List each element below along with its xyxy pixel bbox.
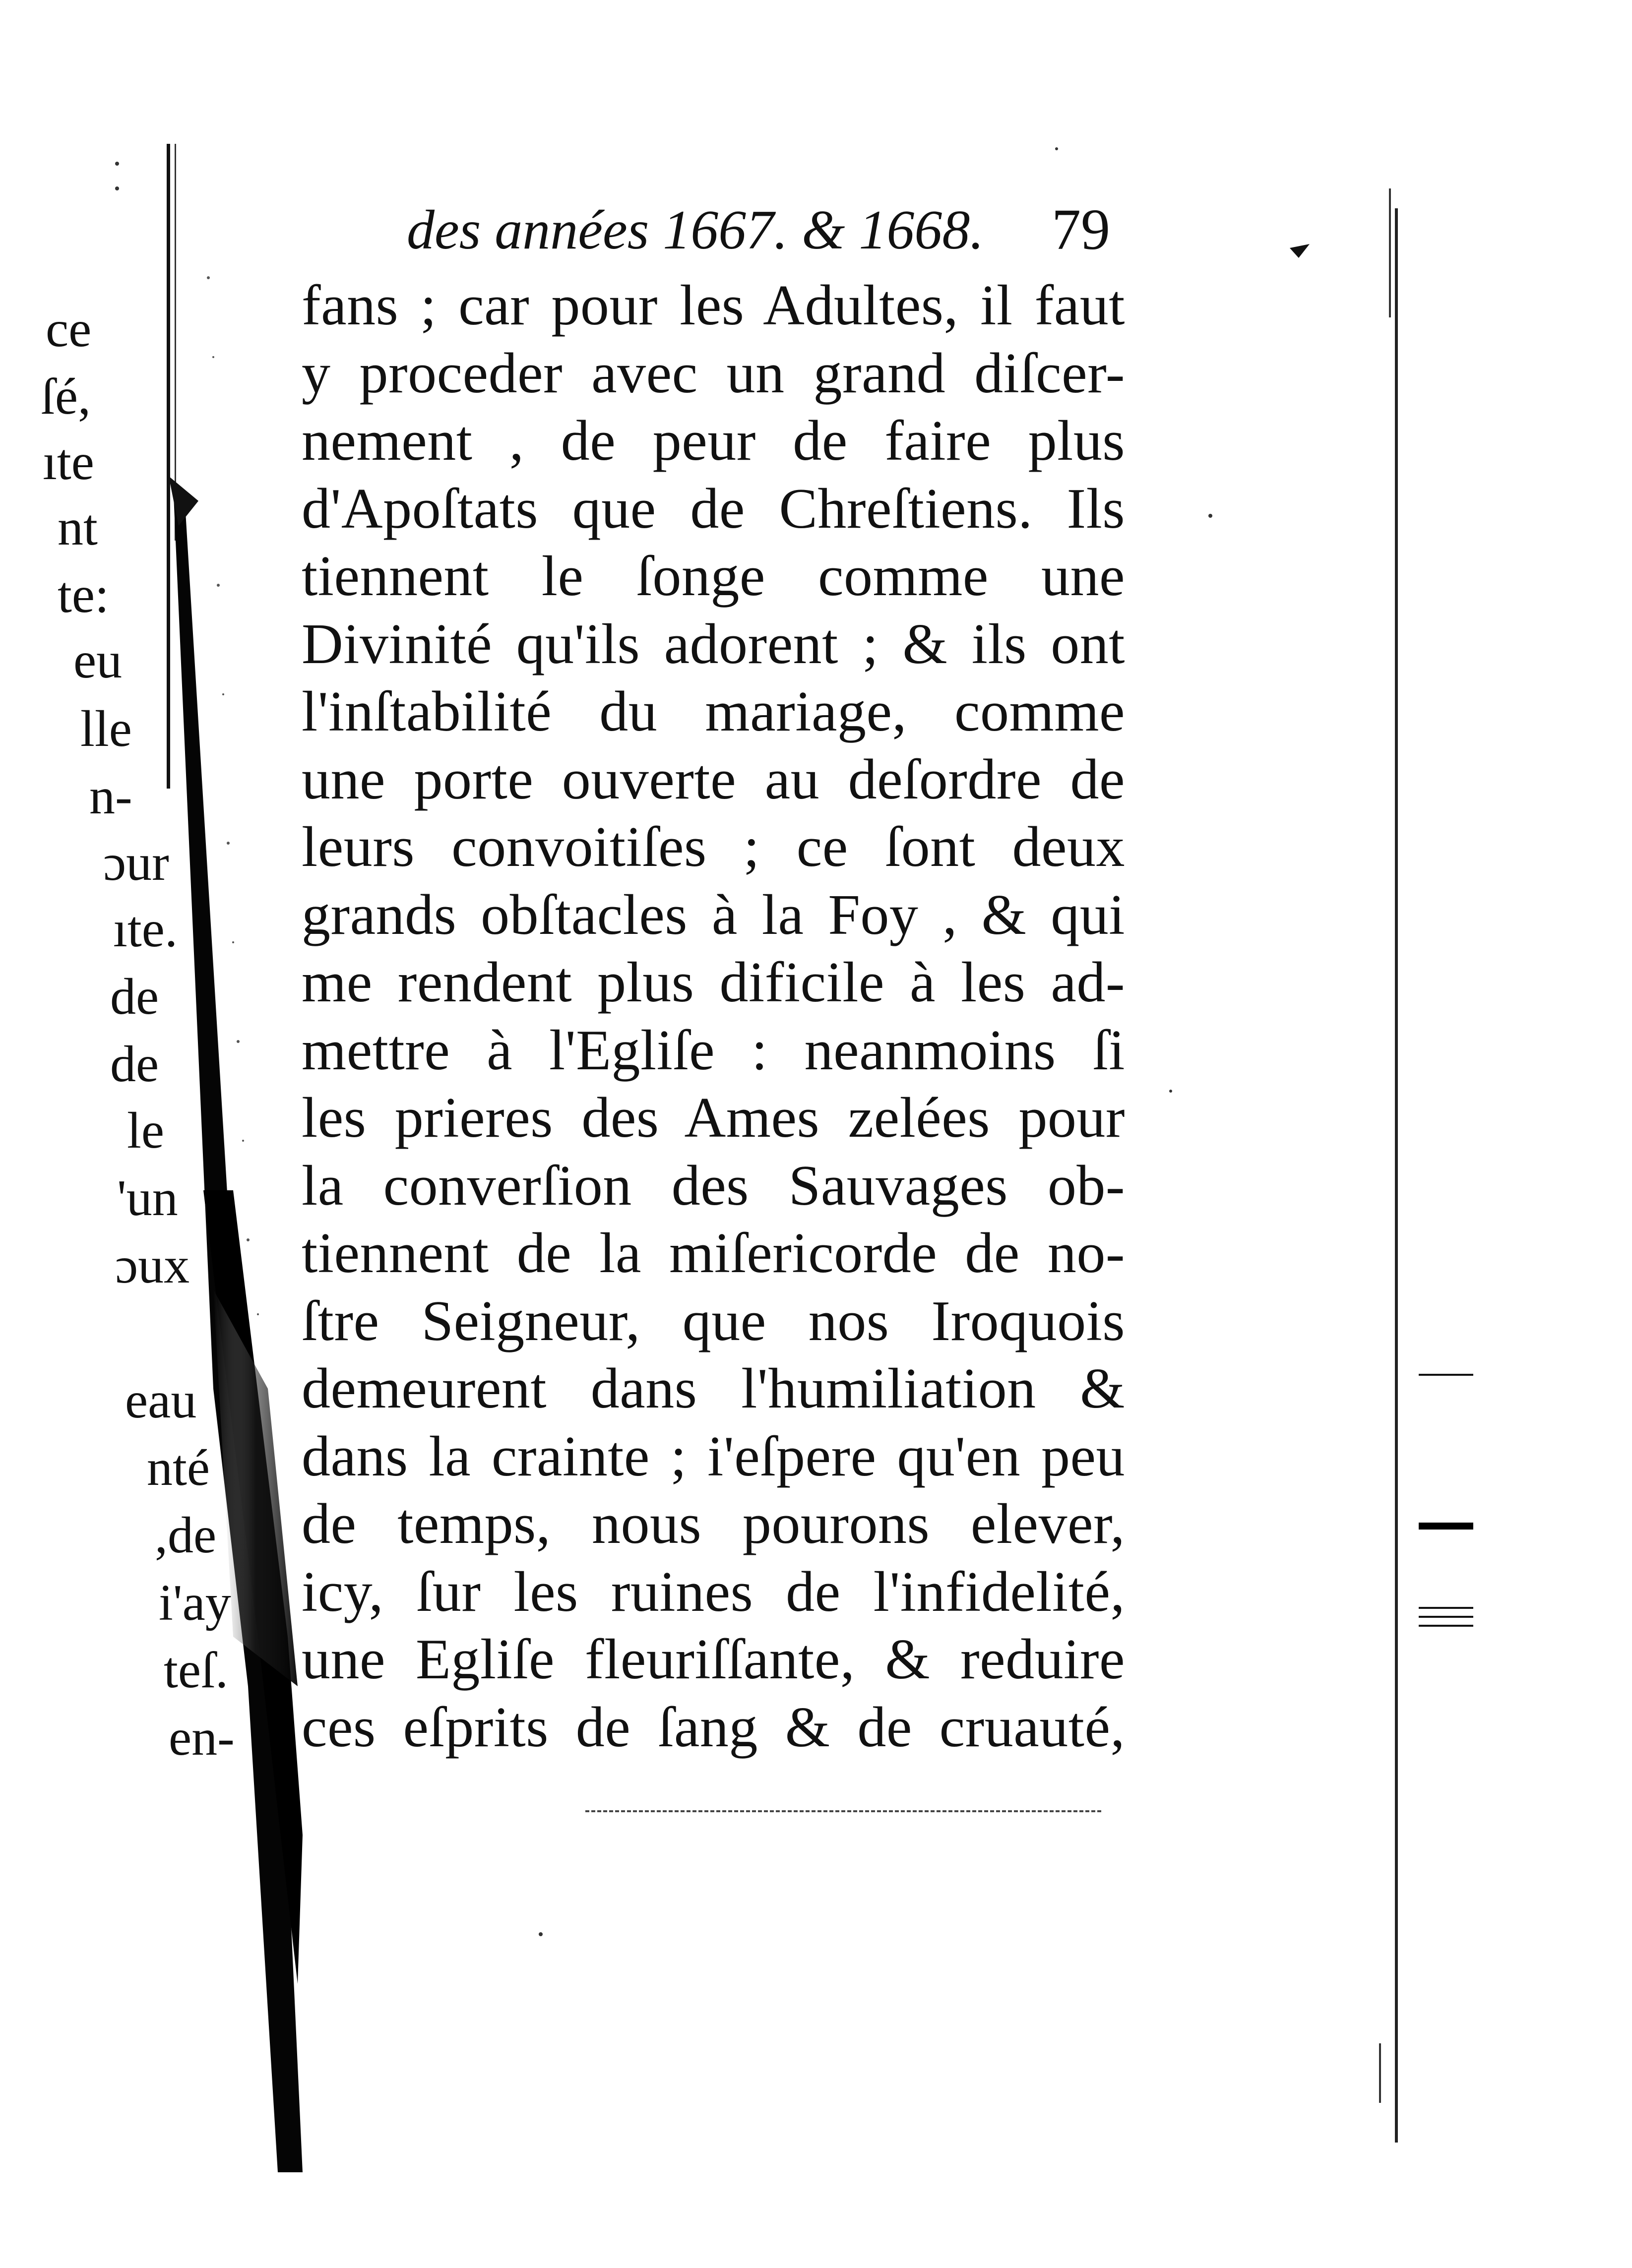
text-line: dans la crainte ; i'eſpere qu'en peu bbox=[302, 1424, 1125, 1488]
left-fragment: eau bbox=[125, 1372, 197, 1429]
left-fragment: ce bbox=[46, 301, 92, 358]
left-fragment: ıte. bbox=[113, 901, 178, 958]
left-fragment: teſ. bbox=[164, 1642, 228, 1699]
left-fragment: de bbox=[110, 968, 159, 1025]
text-line: ſtre Seigneur, que nos Iroquois bbox=[302, 1289, 1125, 1353]
left-fragment: eu bbox=[73, 632, 123, 689]
running-head: des années 1667. & 1668. bbox=[407, 199, 984, 261]
left-fragment: lle bbox=[80, 700, 132, 757]
text-line: me rendent plus dificile à les ad- bbox=[302, 951, 1125, 1014]
left-fragment: le bbox=[127, 1102, 165, 1159]
text-line: une Egliſe fleuriſſante, & reduire bbox=[302, 1628, 1125, 1691]
text-line: ces eſprits de ſang & de cruauté, bbox=[302, 1695, 1125, 1759]
text-line: icy, ſur les ruines de l'infidelité, bbox=[302, 1560, 1125, 1624]
left-fragment: ſé, bbox=[41, 368, 91, 425]
text-line: mettre à l'Egliſe : neanmoins ſi bbox=[302, 1018, 1125, 1082]
text-line: l'inſtabilité du mariage, comme bbox=[302, 680, 1125, 743]
text-line: tiennent de la miſericorde de no- bbox=[302, 1222, 1125, 1285]
left-fragment: n- bbox=[89, 768, 132, 825]
left-fragment: nté bbox=[147, 1439, 210, 1496]
text-line: les prieres des Ames zelées pour bbox=[302, 1086, 1125, 1150]
left-fragment: ,de bbox=[155, 1507, 217, 1564]
text-line: une porte ouverte au deſordre de bbox=[302, 747, 1125, 811]
left-fragment: ɔur bbox=[103, 834, 169, 891]
text-line: Divinité qu'ils adorent ; & ils ont bbox=[302, 612, 1125, 676]
left-fragment: en- bbox=[169, 1709, 235, 1766]
text-line: leurs convoitiſes ; ce ſont deux bbox=[302, 815, 1125, 879]
text-line: demeurent dans l'humiliation & bbox=[302, 1357, 1125, 1420]
text-line: grands obſtacles à la Foy , & qui bbox=[302, 883, 1125, 947]
text-line: nement , de peur de faire plus bbox=[302, 409, 1125, 473]
text-line: d'Apoſtats que de Chreſtiens. Ils bbox=[302, 477, 1125, 541]
left-fragment: de bbox=[110, 1036, 159, 1093]
text-line: tiennent le ſonge comme une bbox=[302, 545, 1125, 608]
text-line: de temps, nous pourons elever, bbox=[302, 1492, 1125, 1556]
left-fragment: te: bbox=[58, 566, 109, 623]
left-fragment: nt bbox=[58, 499, 98, 556]
text-line: fans ; car pour les Adultes, il faut bbox=[302, 274, 1125, 337]
text-line: y proceder avec un grand diſcer- bbox=[302, 341, 1125, 405]
left-fragment: ıte bbox=[43, 433, 94, 490]
left-fragment: 'un bbox=[117, 1169, 178, 1226]
page-number: 79 bbox=[1052, 197, 1110, 262]
left-fragment: ɔux bbox=[115, 1237, 190, 1294]
text-line: la converſion des Sauvages ob- bbox=[302, 1154, 1125, 1218]
left-fragment: i'ay bbox=[159, 1574, 231, 1631]
